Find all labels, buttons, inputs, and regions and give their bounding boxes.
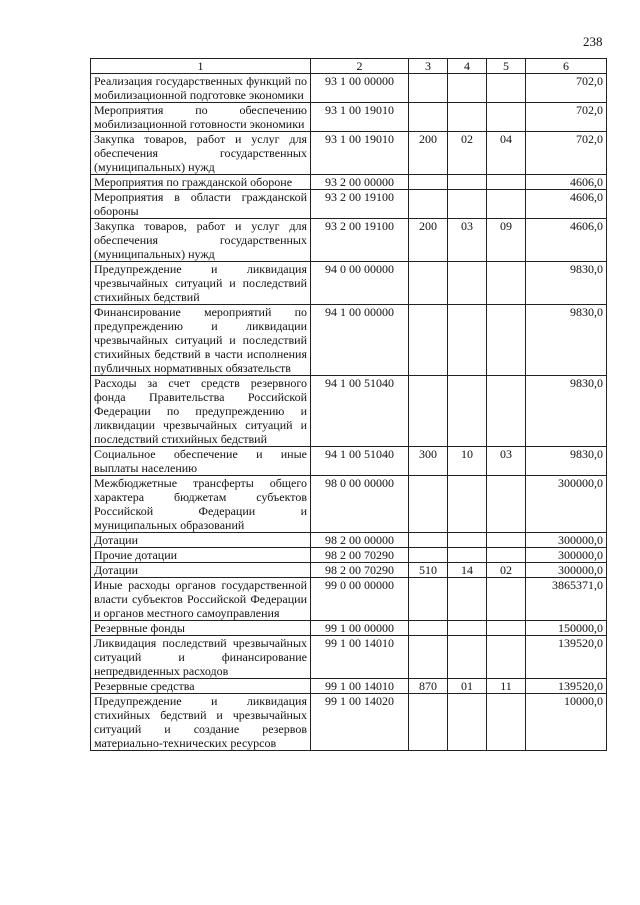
row-col3	[409, 74, 448, 103]
table-row	[91, 219, 607, 262]
row-col5: 03	[487, 447, 526, 476]
row-name: Мероприятия по обеспечению мобилизационной готовности экономики	[91, 103, 311, 132]
row-amount: 139520,0	[526, 636, 607, 679]
row-amount: 300000,0	[526, 533, 607, 548]
row-code: 98 2 00 00000	[311, 533, 409, 548]
row-code: 98 2 00 70290	[311, 563, 409, 578]
row-name: Межбюджетные трансферты общего характера бюджетам субъектов Российской Федерации и муниципальных образований	[91, 476, 311, 533]
table-row	[91, 694, 607, 751]
row-col4	[448, 190, 487, 219]
row-amount: 702,0	[526, 132, 607, 175]
row-col3	[409, 305, 448, 376]
row-col3: 510	[409, 563, 448, 578]
table-row	[91, 476, 607, 533]
row-code: 93 2 00 19100	[311, 190, 409, 219]
row-code: 93 1 00 00000	[311, 74, 409, 103]
row-col4	[448, 376, 487, 447]
row-col5	[487, 533, 526, 548]
row-amount: 300000,0	[526, 476, 607, 533]
budget-table	[90, 58, 607, 751]
row-col5	[487, 548, 526, 563]
table-row	[91, 563, 607, 578]
row-col4	[448, 175, 487, 190]
row-col3: 200	[409, 219, 448, 262]
row-col4	[448, 305, 487, 376]
row-code: 94 1 00 51040	[311, 447, 409, 476]
row-col3	[409, 175, 448, 190]
row-amount: 9830,0	[526, 262, 607, 305]
row-code: 93 1 00 19010	[311, 132, 409, 175]
row-col5: 02	[487, 563, 526, 578]
row-amount: 300000,0	[526, 548, 607, 563]
row-amount: 9830,0	[526, 305, 607, 376]
row-col5: 11	[487, 679, 526, 694]
row-col3	[409, 533, 448, 548]
column-header: 4	[448, 59, 487, 74]
row-col5	[487, 190, 526, 219]
row-amount: 139520,0	[526, 679, 607, 694]
row-name: Ликвидация последствий чрезвычайных ситуаций и финансирование непредвиденных расходов	[91, 636, 311, 679]
table-row	[91, 447, 607, 476]
row-code: 93 2 00 19100	[311, 219, 409, 262]
row-col5	[487, 74, 526, 103]
row-col3: 870	[409, 679, 448, 694]
row-amount: 150000,0	[526, 621, 607, 636]
row-col4: 10	[448, 447, 487, 476]
row-code: 99 0 00 00000	[311, 578, 409, 621]
row-col4: 14	[448, 563, 487, 578]
row-name: Мероприятия в области гражданской обороны	[91, 190, 311, 219]
row-col5	[487, 175, 526, 190]
row-amount: 300000,0	[526, 563, 607, 578]
row-col4: 02	[448, 132, 487, 175]
row-name: Расходы за счет средств резервного фонда Правительства Российской Федерации по предупреждению и ликвидации чрезвычайных ситуаций и последствий стихийных бедствий	[91, 376, 311, 447]
table-row	[91, 190, 607, 219]
row-name: Реализация государственных функций по мобилизационной подготовке экономики	[91, 74, 311, 103]
row-code: 98 2 00 70290	[311, 548, 409, 563]
row-col3	[409, 262, 448, 305]
row-amount: 4606,0	[526, 175, 607, 190]
row-code: 99 1 00 00000	[311, 621, 409, 636]
table-row	[91, 621, 607, 636]
row-col4	[448, 636, 487, 679]
row-code: 93 2 00 00000	[311, 175, 409, 190]
table-row	[91, 132, 607, 175]
row-col4: 03	[448, 219, 487, 262]
table-row	[91, 103, 607, 132]
column-header: 5	[487, 59, 526, 74]
table-row	[91, 262, 607, 305]
row-code: 99 1 00 14020	[311, 694, 409, 751]
row-amount: 9830,0	[526, 447, 607, 476]
row-col3	[409, 476, 448, 533]
row-name: Дотации	[91, 563, 311, 578]
row-col3	[409, 548, 448, 563]
table-row	[91, 533, 607, 548]
row-name: Предупреждение и ликвидация стихийных бедствий и чрезвычайных ситуаций и создание резервов материально-технических ресурсов	[91, 694, 311, 751]
row-col3	[409, 636, 448, 679]
row-col5	[487, 621, 526, 636]
row-col3	[409, 621, 448, 636]
row-col4	[448, 578, 487, 621]
table-row	[91, 636, 607, 679]
row-col3: 200	[409, 132, 448, 175]
table-row	[91, 679, 607, 694]
row-col4	[448, 74, 487, 103]
row-col4	[448, 262, 487, 305]
row-col4	[448, 476, 487, 533]
row-amount: 4606,0	[526, 190, 607, 219]
row-name: Дотации	[91, 533, 311, 548]
table-row	[91, 548, 607, 563]
row-name: Резервные средства	[91, 679, 311, 694]
row-code: 98 0 00 00000	[311, 476, 409, 533]
row-name: Предупреждение и ликвидация чрезвычайных ситуаций и последствий стихийных бедствий	[91, 262, 311, 305]
row-code: 94 1 00 00000	[311, 305, 409, 376]
row-col5	[487, 262, 526, 305]
row-col5	[487, 476, 526, 533]
table-row	[91, 305, 607, 376]
row-code: 93 1 00 19010	[311, 103, 409, 132]
column-header: 6	[526, 59, 607, 74]
row-col3	[409, 190, 448, 219]
row-name: Иные расходы органов государственной власти субъектов Российской Федерации и органов местного самоуправления	[91, 578, 311, 621]
row-name: Резервные фонды	[91, 621, 311, 636]
column-header: 3	[409, 59, 448, 74]
row-name: Социальное обеспечение и иные выплаты населению	[91, 447, 311, 476]
row-name: Закупка товаров, работ и услуг для обеспечения государственных (муниципальных) нужд	[91, 132, 311, 175]
row-amount: 3865371,0	[526, 578, 607, 621]
row-col5	[487, 305, 526, 376]
row-col4	[448, 621, 487, 636]
row-code: 94 0 00 00000	[311, 262, 409, 305]
row-col5	[487, 578, 526, 621]
table-header-row	[91, 59, 607, 74]
row-col4	[448, 103, 487, 132]
row-col4: 01	[448, 679, 487, 694]
row-amount: 4606,0	[526, 219, 607, 262]
row-amount: 10000,0	[526, 694, 607, 751]
row-col3	[409, 694, 448, 751]
row-col3	[409, 376, 448, 447]
row-col5	[487, 636, 526, 679]
row-code: 94 1 00 51040	[311, 376, 409, 447]
table-row	[91, 74, 607, 103]
row-col3: 300	[409, 447, 448, 476]
row-name: Прочие дотации	[91, 548, 311, 563]
row-name: Закупка товаров, работ и услуг для обеспечения государственных (муниципальных) нужд	[91, 219, 311, 262]
row-col5: 09	[487, 219, 526, 262]
row-col4	[448, 548, 487, 563]
row-amount: 702,0	[526, 74, 607, 103]
column-header: 2	[311, 59, 409, 74]
page-number: 238	[583, 34, 603, 49]
row-name: Финансирование мероприятий по предупреждению и ликвидации чрезвычайных ситуаций и последствий стихийных бедствий в части исполнения публичных нормативных обязательств	[91, 305, 311, 376]
table-row	[91, 175, 607, 190]
column-header: 1	[91, 59, 311, 74]
row-col4	[448, 533, 487, 548]
table-row	[91, 376, 607, 447]
row-col4	[448, 694, 487, 751]
row-col3	[409, 578, 448, 621]
row-name: Мероприятия по гражданской обороне	[91, 175, 311, 190]
table-row	[91, 578, 607, 621]
row-amount: 9830,0	[526, 376, 607, 447]
row-col3	[409, 103, 448, 132]
row-col5	[487, 103, 526, 132]
row-col5	[487, 376, 526, 447]
row-code: 99 1 00 14010	[311, 636, 409, 679]
row-col5	[487, 694, 526, 751]
row-code: 99 1 00 14010	[311, 679, 409, 694]
row-amount: 702,0	[526, 103, 607, 132]
row-col5: 04	[487, 132, 526, 175]
